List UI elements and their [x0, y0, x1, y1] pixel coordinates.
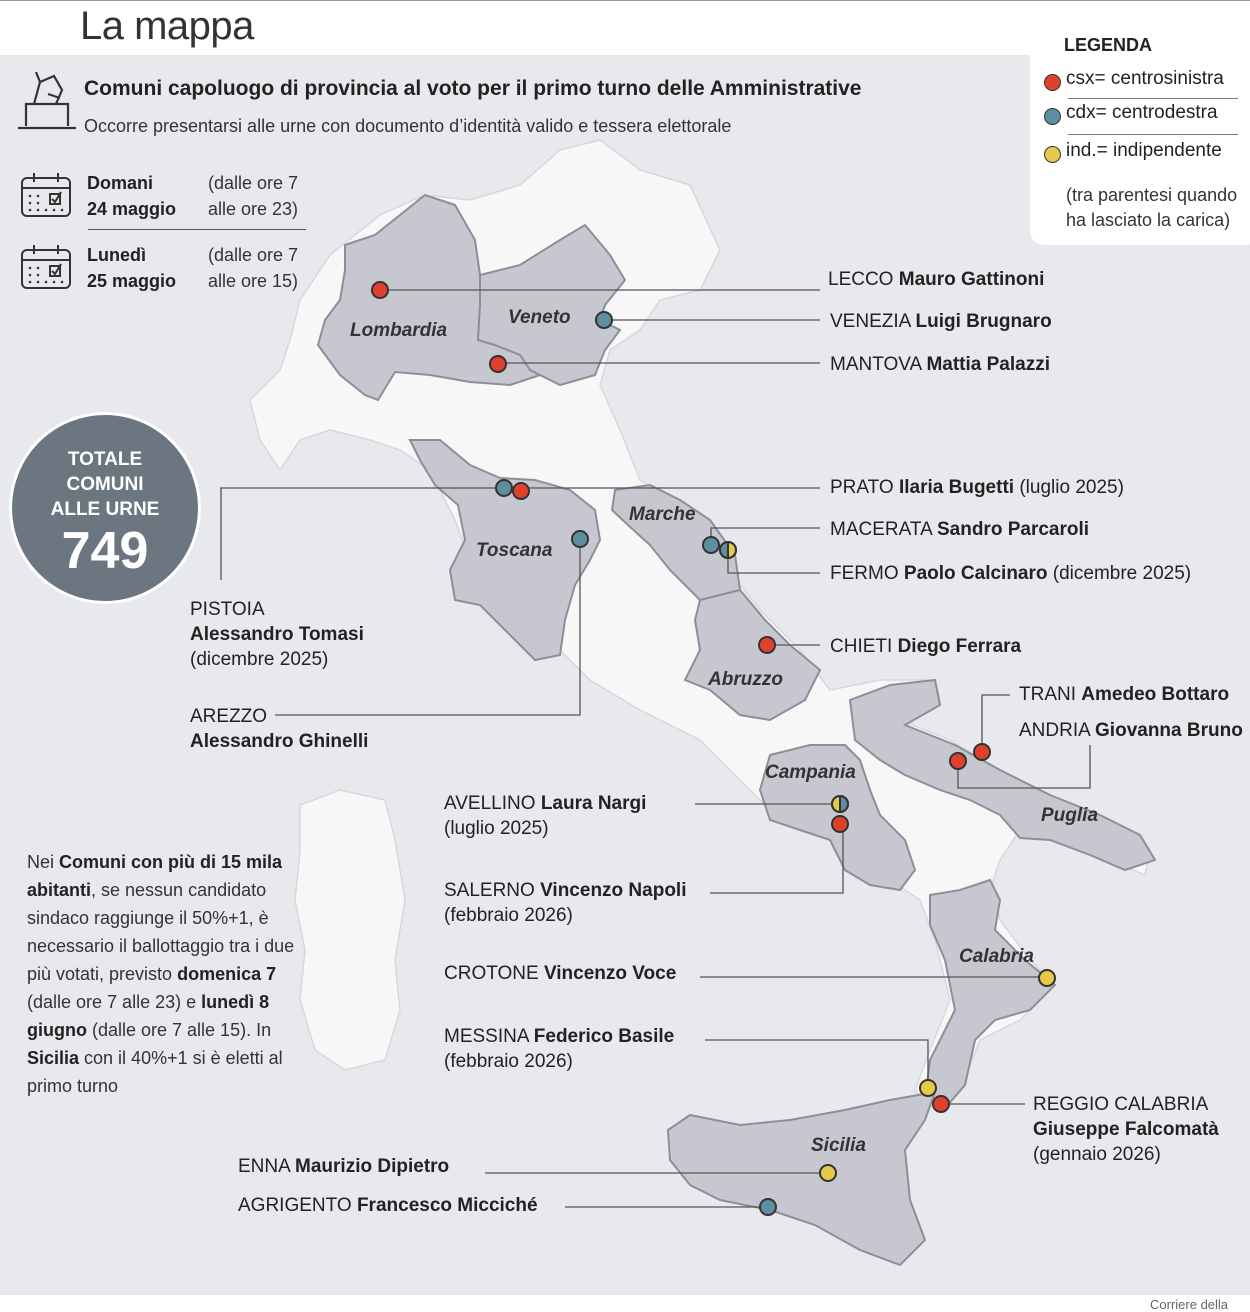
calendar-icon [20, 172, 72, 218]
dot-venezia [596, 312, 612, 328]
dot-agrigento [760, 1199, 776, 1215]
city-label-pistoia: PISTOIA Alessandro Tomasi (dicembre 2025) [190, 599, 364, 670]
city-label-arezzo: AREZZO Alessandro Ghinelli [190, 706, 369, 752]
city-label-reggio: REGGIO CALABRIA Giuseppe Falcomatà (gennaio 2026) [1033, 1094, 1219, 1165]
headline: Comuni capoluogo di provincia al voto per il primo turno delle Amministrative [84, 77, 862, 100]
region-label-abruzzo: Abruzzo [708, 669, 783, 690]
legend: LEGENDA csx= centrosinistra cdx= centrodestra ind.= indipendente (tra parentesi quando ha lasciato la carica) [1030, 20, 1250, 245]
city-label-agrigento: AGRIGENTO Francesco Micciché [238, 1195, 538, 1216]
region-label-toscana: Toscana [476, 540, 553, 561]
city-label-enna: ENNA Maurizio Dipietro [238, 1156, 450, 1177]
city-label-macerata: MACERATA Sandro Parcaroli [830, 519, 1090, 540]
total-value: 749 [61, 522, 149, 580]
date-1-hours-to: alle ore 23) [208, 199, 299, 219]
date-2-hours-from: (dalle ore 7 [208, 245, 299, 265]
region-label-lombardia: Lombardia [350, 320, 448, 341]
city-label-crotone: CROTONE Vincenzo Voce [444, 963, 677, 984]
region-label-sicilia: Sicilia [811, 1135, 866, 1156]
legend-note: (tra parentesi quando ha lasciato la carica) [1066, 185, 1238, 230]
city-label-salerno: SALERNO Vincenzo Napoli (febbraio 2026) [444, 880, 687, 926]
date-2-date: 25 maggio [87, 271, 177, 291]
city-label-andria: ANDRIA Giovanna Bruno [1019, 720, 1243, 741]
page-title: La mappa [80, 4, 254, 48]
ind-dot-icon [1044, 146, 1061, 163]
date-2-hours-to: alle ore 15) [208, 271, 299, 291]
date-2-day: Lunedì [87, 245, 146, 265]
date-block-2 [20, 242, 310, 294]
city-label-avellino: AVELLINO Laura Nargi (luglio 2025) [444, 793, 647, 839]
region-sicilia [668, 1092, 935, 1265]
dot-fermo [720, 542, 736, 558]
region-label-veneto: Veneto [508, 307, 571, 328]
credit-text: Corriere della [1150, 1297, 1229, 1312]
runoff-note: Nei Comuni con più di 15 mila abitanti, se nessun candidato sindaco raggiunge il 50%+1, è necessario il ballottaggio tra i due più votati, previsto domenica 7 (dalle ore 7 alle 23) e lunedì 8 giugno (dalle ore 7 alle 15). In Sicilia con il 40%+1 si è eletti al primo turno [27, 852, 295, 1096]
city-label-prato: PRATO Ilaria Bugetti (luglio 2025) [830, 477, 1124, 498]
dot-messina [920, 1080, 936, 1096]
region-calabria [925, 880, 1055, 1108]
region-label-calabria: Calabria [959, 946, 1034, 967]
csx-dot-icon [1044, 74, 1061, 91]
cdx-dot-icon [1044, 108, 1061, 125]
total-badge: TOTALE COMUNI ALLE URNE 749 [9, 412, 201, 604]
city-label-fermo: FERMO Paolo Calcinaro (dicembre 2025) [830, 563, 1192, 584]
dot-andria [950, 753, 966, 769]
dot-trani [974, 744, 990, 760]
city-label-messina: MESSINA Federico Basile (febbraio 2026) [444, 1026, 675, 1072]
region-label-campania: Campania [765, 762, 856, 783]
dot-avellino [832, 796, 848, 812]
date-1-hours-from: (dalle ore 7 [208, 173, 299, 193]
dot-salerno [832, 816, 848, 832]
calendar-icon [20, 244, 72, 290]
dot-macerata [703, 537, 719, 553]
dot-reggio [933, 1096, 949, 1112]
dot-enna [820, 1165, 836, 1181]
dot-chieti [759, 637, 775, 653]
city-label-mantova: MANTOVA Mattia Palazzi [830, 354, 1050, 375]
region-label-marche: Marche [629, 504, 696, 525]
legend-title: LEGENDA [1064, 35, 1153, 55]
dot-lecco [372, 282, 388, 298]
city-label-venezia: VENEZIA Luigi Brugnaro [830, 311, 1052, 332]
date-block-1 [20, 170, 310, 222]
legend-divider [1068, 134, 1238, 135]
city-label-lecco: LECCO Mauro Gattinoni [828, 269, 1045, 290]
city-label-trani: TRANI Amedeo Bottaro [1019, 684, 1230, 705]
date-1-date: 24 maggio [87, 199, 177, 219]
subline: Occorre presentarsi alle urne con documento d’identità valido e tessera elettorale [84, 116, 732, 136]
dot-crotone [1039, 970, 1055, 986]
legend-divider [1068, 98, 1238, 99]
ballot-box-icon [16, 68, 78, 134]
dot-arezzo [572, 531, 588, 547]
dot-mantova [490, 356, 506, 372]
date-separator [88, 229, 306, 230]
dot-prato [513, 483, 529, 499]
dot-pistoia [496, 480, 512, 496]
region-label-puglia: Puglia [1041, 805, 1099, 826]
date-1-day: Domani [87, 173, 154, 193]
city-label-chieti: CHIETI Diego Ferrara [830, 636, 1022, 657]
